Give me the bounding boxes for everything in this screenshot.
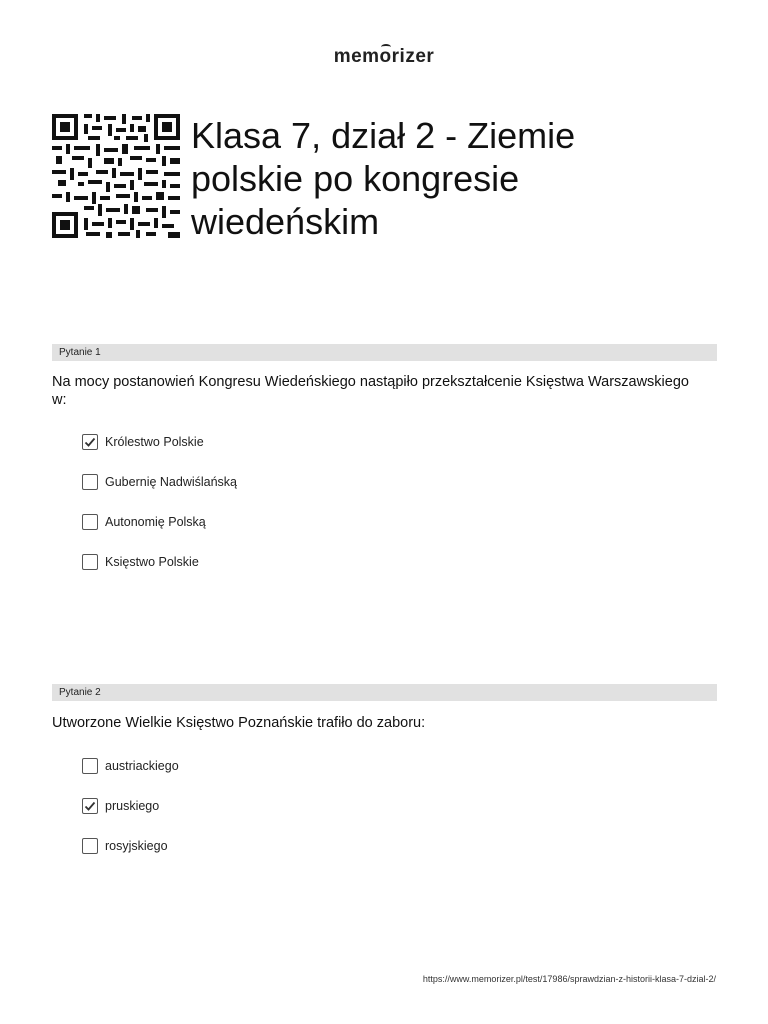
option-label: Gubernię Nadwiślańską: [105, 475, 238, 489]
question-1-option-1[interactable]: [82, 432, 204, 452]
footer-url[interactable]: https://www.memorizer.pl/test/17986/sprawdzian-z-historii-klasa-7-dzial-2/: [422, 974, 716, 984]
question-2-text: Utworzone Wielkie Księstwo Poznańskie trafiło do zaboru:: [52, 715, 426, 731]
checkbox-unchecked[interactable]: [82, 838, 98, 854]
checkmark-icon: [84, 436, 96, 448]
qr-code-graphic: [52, 114, 180, 238]
checkbox-checked[interactable]: [82, 434, 98, 450]
question-1-option-2[interactable]: [82, 472, 237, 492]
question-1-option-4[interactable]: [82, 552, 199, 572]
checkmark-icon: [84, 800, 96, 812]
option-label: pruskiego: [105, 799, 160, 813]
question-1-header: Pytanie 1: [52, 344, 717, 361]
option-label: austriackiego: [105, 759, 179, 773]
question-2-option-1[interactable]: [82, 756, 179, 776]
option-label: Królestwo Polskie: [105, 435, 204, 449]
memorizer-logo: memorizer: [333, 46, 435, 67]
question-1-option-3[interactable]: [82, 512, 206, 532]
qr-code: [52, 114, 180, 238]
option-label: Autonomię Polską: [105, 515, 206, 529]
question-2-option-3[interactable]: [82, 836, 168, 856]
option-label: Księstwo Polskie: [105, 555, 199, 569]
question-2-header: Pytanie 2: [52, 684, 717, 701]
checkbox-unchecked[interactable]: [82, 554, 98, 570]
checkbox-unchecked[interactable]: [82, 514, 98, 530]
question-1-text: Na mocy postanowień Kongresu Wiedeńskiego nastąpiło przekształcenie Księstwa Warszawskiego w:: [52, 374, 689, 408]
checkbox-checked[interactable]: [82, 798, 98, 814]
checkbox-unchecked[interactable]: [82, 474, 98, 490]
page-title: Klasa 7, dział 2 - Ziemie polskie po kongresie wiedeńskim: [191, 115, 576, 242]
checkbox-unchecked[interactable]: [82, 758, 98, 774]
option-label: rosyjskiego: [105, 839, 168, 853]
question-2-option-2[interactable]: [82, 796, 159, 816]
